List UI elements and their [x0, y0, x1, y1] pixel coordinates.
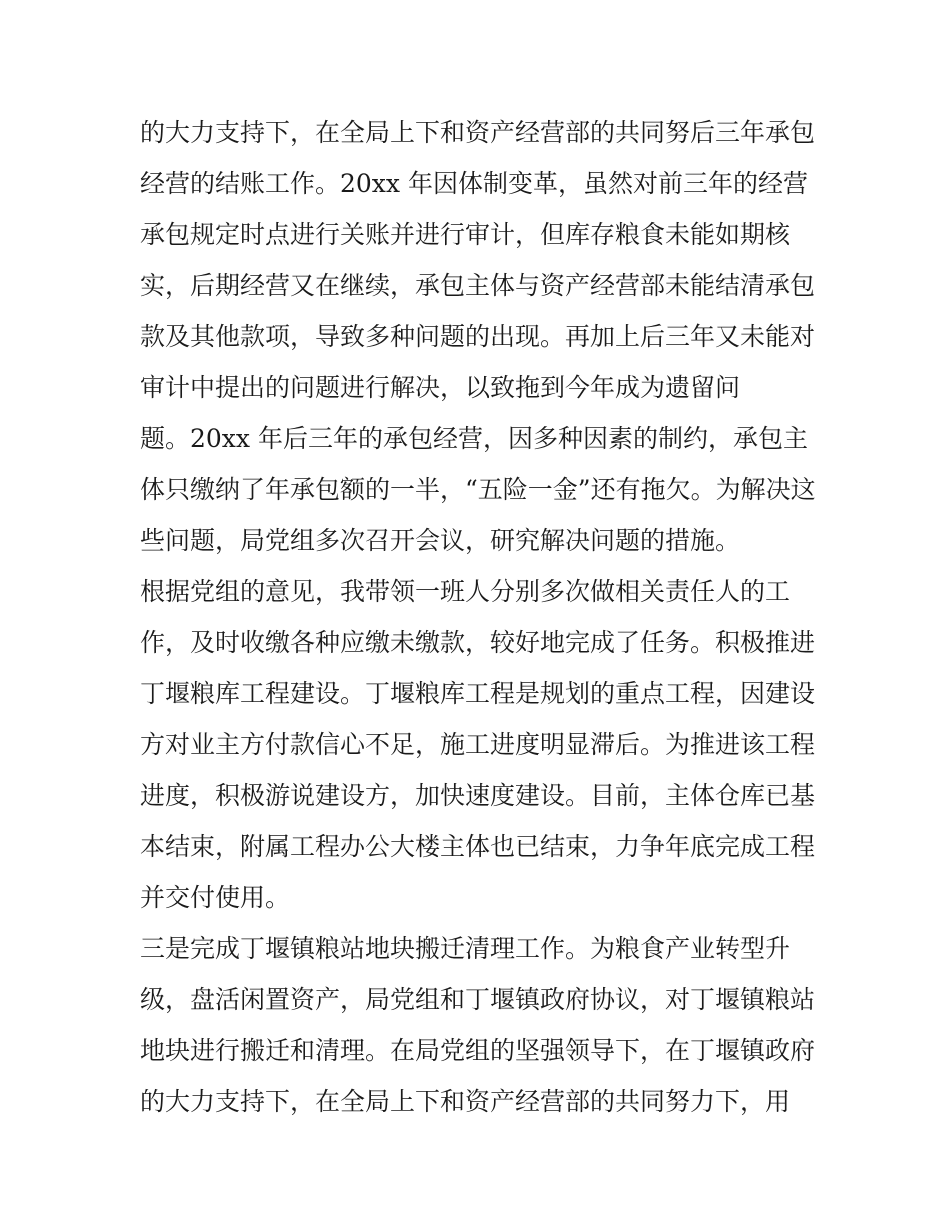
text-line: 三是完成丁堰镇粮站地块搬迁清理工作。为粮食产业转型升: [140, 934, 791, 963]
text-line: 体只缴纳了年承包额的一半，“五险一金”还有拖欠。为解决这: [140, 475, 816, 504]
text-line: 经营的结账工作。20xx 年因体制变革，虽然对前三年的经营: [140, 169, 808, 198]
text-line: 的大力支持下，在全局上下和资产经营部的共同努后三年承包: [140, 118, 816, 147]
text-line: 本结束，附属工程办公大楼主体也已结束，力争年底完成工程: [140, 832, 816, 861]
text-line: 方对业主方付款信心不足，施工进度明显滞后。为推进该工程: [140, 730, 816, 759]
text-line: 并交付使用。: [140, 883, 291, 912]
text-line: 根据党组的意见，我带领一班人分别多次做相关责任人的工: [140, 577, 791, 606]
text-line: 丁堰粮库工程建设。丁堰粮库工程是规划的重点工程，因建设: [140, 679, 816, 708]
text-line: 款及其他款项，导致多种问题的出现。再加上后三年又未能对: [140, 322, 816, 351]
text-line: 级，盘活闲置资产，局党组和丁堰镇政府协议，对丁堰镇粮站: [140, 985, 816, 1014]
text-line: 些问题，局党组多次召开会议，研究解决问题的措施。: [140, 526, 741, 555]
text-line: 审计中提出的问题进行解决，以致拖到今年成为遗留问: [140, 373, 741, 402]
text-line: 的大力支持下，在全局上下和资产经营部的共同努力下，用: [140, 1087, 791, 1116]
text-line: 地块进行搬迁和清理。在局党组的坚强领导下，在丁堰镇政府: [140, 1036, 816, 1065]
text-line: 承包规定时点进行关账并进行审计，但库存粮食未能如期核: [140, 220, 791, 249]
document-body: [140, 107, 820, 1127]
text-line: 进度，积极游说建设方，加快速度建设。目前，主体仓库已基: [140, 781, 816, 810]
text-line: 作，及时收缴各种应缴未缴款，较好地完成了任务。积极推进: [140, 628, 816, 657]
text-line: 实，后期经营又在继续，承包主体与资产经营部未能结清承包: [140, 271, 816, 300]
text-line: 题。20xx 年后三年的承包经营，因多种因素的制约，承包主: [140, 424, 808, 453]
